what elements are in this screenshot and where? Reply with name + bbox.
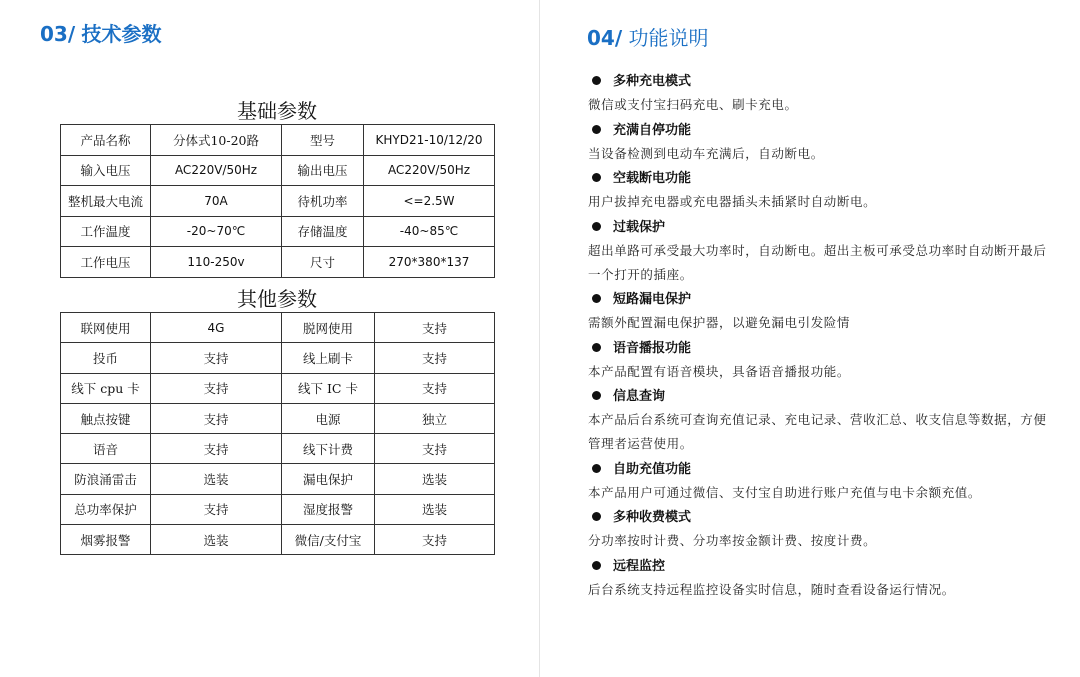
feature-title-row: [588, 458, 1058, 481]
param-label: 漏电保护: [282, 464, 375, 494]
section-title: 技术参数: [81, 22, 162, 46]
feature-description: 当设备检测到电动车充满后，自动断电。: [588, 145, 824, 161]
feature-description: 微信或支付宝扫码充电、刷卡充电。: [588, 97, 798, 112]
feature-item: [588, 385, 1058, 456]
feature-item: [588, 337, 1058, 384]
param-label: 线下 IC 卡: [282, 373, 375, 403]
param-value: 支持: [375, 343, 495, 373]
bullet-icon: [592, 464, 601, 473]
feature-title-row: [588, 506, 1058, 529]
table-row: [61, 125, 495, 156]
param-value: 110-250v: [151, 247, 282, 278]
param-label: 线下 cpu 卡: [61, 373, 151, 403]
bullet-icon: [592, 222, 601, 231]
feature-description: 超出单路可承受最大功率时，自动断电。超出主板可承受总功率时自动断开最后一个打开的插座。: [588, 242, 1047, 282]
param-value: KHYD21-10/12/20: [364, 125, 495, 156]
param-value: 270*380*137: [364, 247, 495, 278]
param-label: 触点按键: [61, 403, 151, 433]
param-label: 语音: [61, 434, 151, 464]
feature-title-row: [588, 385, 1058, 408]
param-label: 投币: [61, 343, 151, 373]
feature-title: 信息查询: [613, 389, 666, 404]
section-number: 03/: [40, 22, 76, 46]
param-value: 选装: [375, 464, 495, 494]
param-label: 整机最大电流: [61, 186, 151, 217]
table-row: [61, 313, 495, 343]
param-value: 独立: [375, 403, 495, 433]
param-value: -20~70℃: [151, 216, 282, 247]
feature-title: 充满自停功能: [613, 122, 692, 138]
bullet-icon: [592, 76, 601, 85]
feature-description: 本产品后台系统可查询充值记录、充电记录、营收汇总、收支信息等数据，方便管理者运营使用。: [588, 412, 1047, 451]
table-row: [61, 494, 495, 524]
section-number: 04/: [587, 26, 623, 50]
bullet-icon: [592, 343, 601, 352]
param-value: 支持: [375, 313, 495, 343]
param-label: 待机功率: [282, 186, 364, 217]
other-params-table: [60, 312, 495, 555]
param-value: 选装: [375, 494, 495, 524]
param-value: 70A: [151, 186, 282, 217]
table-row: [61, 216, 495, 247]
param-value: 支持: [151, 494, 282, 524]
param-label: 脱网使用: [282, 313, 375, 343]
param-label: 电源: [282, 403, 375, 433]
feature-item: [588, 167, 1058, 214]
bullet-icon: [592, 173, 601, 182]
param-label: 线下计费: [282, 434, 375, 464]
param-label: 尺寸: [282, 247, 364, 278]
table-row: [61, 343, 495, 373]
param-label: 联网使用: [61, 313, 151, 343]
param-label: 工作温度: [61, 216, 151, 247]
feature-list: [588, 70, 1058, 603]
feature-item: [588, 70, 1058, 117]
section-header-tech-params: [40, 18, 162, 47]
feature-item: [588, 555, 1058, 602]
feature-description: 需额外配置漏电保护器，以避免漏电引发险情: [588, 315, 851, 330]
feature-title: 短路漏电保护: [613, 292, 692, 307]
feature-description: 本产品用户可通过微信、支付宝自助进行账户充值与电卡余额充值。: [588, 484, 982, 500]
param-label: 防浪涌雷击: [61, 464, 151, 494]
bullet-icon: [592, 391, 601, 400]
feature-item: [588, 216, 1058, 287]
feature-item: [588, 506, 1058, 553]
other-params-title: 其他参数: [237, 287, 317, 311]
table-row: [61, 155, 495, 186]
bullet-icon: [592, 294, 601, 303]
feature-item: [588, 458, 1058, 505]
param-value: 支持: [375, 373, 495, 403]
param-label: 输入电压: [61, 155, 151, 186]
param-value: 支持: [151, 373, 282, 403]
feature-title-row: [588, 70, 1058, 93]
param-value: AC220V/50Hz: [151, 155, 282, 186]
table-row: [61, 464, 495, 494]
feature-title: 远程监控: [613, 558, 666, 574]
section-header-functions: [587, 22, 709, 51]
table-row: [61, 525, 495, 555]
param-value: 支持: [375, 525, 495, 555]
feature-title-row: [588, 119, 1058, 142]
feature-title: 多种收费模式: [613, 510, 692, 525]
feature-title-row: [588, 216, 1058, 239]
param-value: 支持: [151, 434, 282, 464]
param-label: 湿度报警: [282, 494, 375, 524]
param-value: AC220V/50Hz: [364, 155, 495, 186]
param-value: 支持: [151, 403, 282, 433]
feature-title: 语音播报功能: [613, 340, 692, 356]
param-value: 4G: [151, 313, 282, 343]
param-value: <=2.5W: [364, 186, 495, 217]
table-row: [61, 186, 495, 217]
param-value: 分体式10-20路: [151, 125, 282, 156]
feature-title-row: [588, 167, 1058, 190]
param-value: 选装: [151, 525, 282, 555]
basic-params-title: 基础参数: [237, 99, 317, 123]
feature-title: 多种充电模式: [613, 74, 692, 89]
param-label: 型号: [282, 125, 364, 156]
right-page: [540, 0, 1080, 677]
section-title: 功能说明: [628, 26, 709, 50]
param-label: 烟雾报警: [61, 525, 151, 555]
param-label: 总功率保护: [61, 494, 151, 524]
param-label: 线上刷卡: [282, 343, 375, 373]
feature-description: 后台系统支持远程监控设备实时信息，随时查看设备运行情况。: [588, 581, 955, 597]
table-row: [61, 403, 495, 433]
bullet-icon: [592, 561, 601, 570]
feature-title: 过载保护: [613, 219, 666, 235]
feature-item: [588, 288, 1058, 335]
feature-item: [588, 119, 1058, 166]
param-label: 存储温度: [282, 216, 364, 247]
param-label: 输出电压: [282, 155, 364, 186]
feature-title: 空载断电功能: [613, 171, 692, 186]
param-label: 微信/支付宝: [282, 525, 375, 555]
param-value: 支持: [151, 343, 282, 373]
feature-title-row: [588, 337, 1058, 360]
param-label: 工作电压: [61, 247, 151, 278]
feature-description: 分功率按时计费、分功率按金额计费、按度计费。: [588, 533, 877, 548]
left-page: [0, 0, 539, 677]
table-row: [61, 434, 495, 464]
feature-description: 用户拔掉充电器或充电器插头未插紧时自动断电。: [588, 194, 877, 209]
bullet-icon: [592, 512, 601, 521]
table-row: [61, 373, 495, 403]
table-row: [61, 247, 495, 278]
feature-title: 自助充值功能: [613, 461, 692, 477]
bullet-icon: [592, 125, 601, 134]
param-value: -40~85℃: [364, 216, 495, 247]
param-value: 支持: [375, 434, 495, 464]
feature-description: 本产品配置有语音模块，具备语音播报功能。: [588, 363, 851, 379]
param-value: 选装: [151, 464, 282, 494]
param-label: 产品名称: [61, 125, 151, 156]
feature-title-row: [588, 555, 1058, 578]
basic-params-table: [60, 124, 495, 278]
feature-title-row: [588, 288, 1058, 311]
